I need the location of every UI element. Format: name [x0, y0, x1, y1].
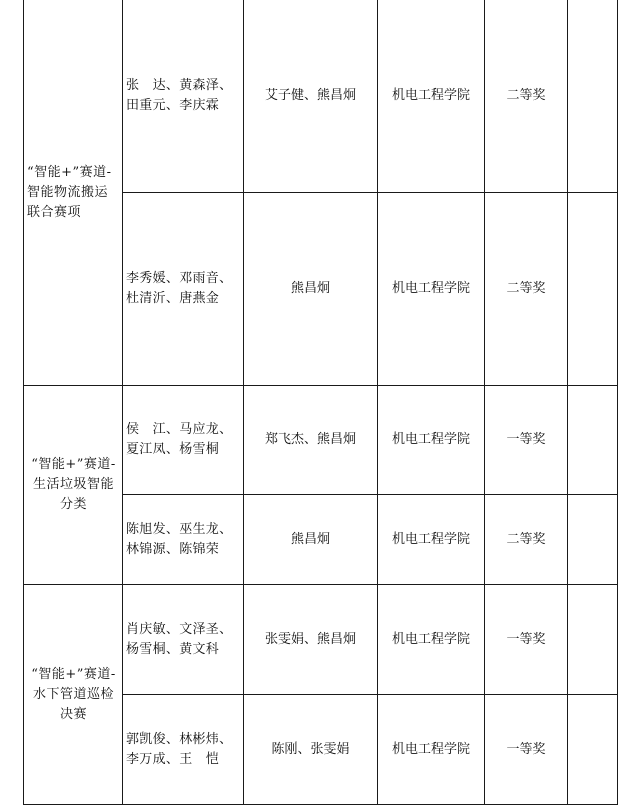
advisors-cell — [244, 585, 377, 694]
advisors-text: 张雯娟、熊昌炯 — [264, 631, 356, 647]
members-cell — [123, 386, 243, 494]
college-text: 机电工程学院 — [391, 88, 470, 103]
advisors-text: 陈刚、张雯娟 — [271, 741, 350, 757]
members-line: 陈旭发、巫生龙、 — [126, 521, 233, 537]
advisors-cell — [244, 0, 377, 192]
advisors-cell — [244, 193, 377, 385]
college-text: 机电工程学院 — [391, 432, 470, 447]
track-cell — [24, 386, 122, 584]
college-cell — [378, 0, 484, 192]
track-cell — [24, 585, 122, 804]
members-line: 夏江凤、杨雪桐 — [126, 442, 220, 457]
college-text: 机电工程学院 — [391, 631, 470, 647]
advisors-cell — [244, 495, 377, 584]
college-cell — [378, 386, 484, 494]
college-cell — [378, 585, 484, 694]
award-cell — [485, 386, 567, 494]
column-divider — [567, 0, 568, 805]
members-cell — [123, 495, 243, 584]
award-text: 二等奖 — [506, 88, 546, 103]
college-cell — [378, 495, 484, 584]
advisors-text: 艾子健、熊昌炯 — [264, 88, 356, 103]
members-cell — [123, 0, 243, 192]
track-cell — [24, 0, 122, 385]
members-line: 张 达、黄森泽、 — [126, 78, 233, 93]
members-line: 林锦源、陈锦荣 — [126, 541, 220, 557]
members-line: 李秀媛、邓雨音、 — [126, 271, 233, 286]
college-text: 机电工程学院 — [391, 281, 470, 296]
award-cell — [485, 695, 567, 804]
members-line: 郭凯俊、林彬炜、 — [126, 731, 233, 747]
award-text: 一等奖 — [506, 741, 546, 757]
track-name: “智能+”赛道-水下管道巡检决赛 — [31, 666, 116, 722]
members-line: 肖庆敏、文泽圣、 — [126, 621, 233, 637]
college-text: 机电工程学院 — [391, 741, 470, 757]
table-border-right — [617, 0, 618, 805]
members-cell — [123, 585, 243, 694]
award-cell — [485, 0, 567, 192]
advisors-text: 熊昌炯 — [290, 281, 330, 296]
award-text: 一等奖 — [506, 631, 546, 647]
members-line: 杨雪桐、黄文科 — [126, 641, 220, 657]
college-cell — [378, 695, 484, 804]
members-cell — [123, 695, 243, 804]
award-cell — [485, 193, 567, 385]
members-line: 杜清沂、唐燕金 — [126, 291, 220, 306]
college-text: 机电工程学院 — [391, 531, 470, 547]
award-cell — [485, 585, 567, 694]
members-cell — [123, 193, 243, 385]
members-line: 侯 江、马应龙、 — [126, 422, 233, 437]
award-text: 二等奖 — [506, 281, 546, 296]
track-name: “智能+”赛道-生活垃圾智能分类 — [31, 457, 116, 512]
advisors-text: 郑飞杰、熊昌炯 — [264, 432, 356, 447]
members-line: 李万成、王 恺 — [126, 751, 220, 767]
table-border-bottom — [23, 804, 618, 805]
college-cell — [378, 193, 484, 385]
award-text: 二等奖 — [506, 531, 546, 547]
award-text: 一等奖 — [506, 432, 546, 447]
track-name: “智能+”赛道-智能物流搬运联合赛项 — [27, 164, 112, 220]
advisors-text: 熊昌炯 — [290, 531, 330, 547]
award-cell — [485, 495, 567, 584]
members-line: 田重元、李庆霖 — [126, 98, 220, 113]
advisors-cell — [244, 386, 377, 494]
advisors-cell — [244, 695, 377, 804]
